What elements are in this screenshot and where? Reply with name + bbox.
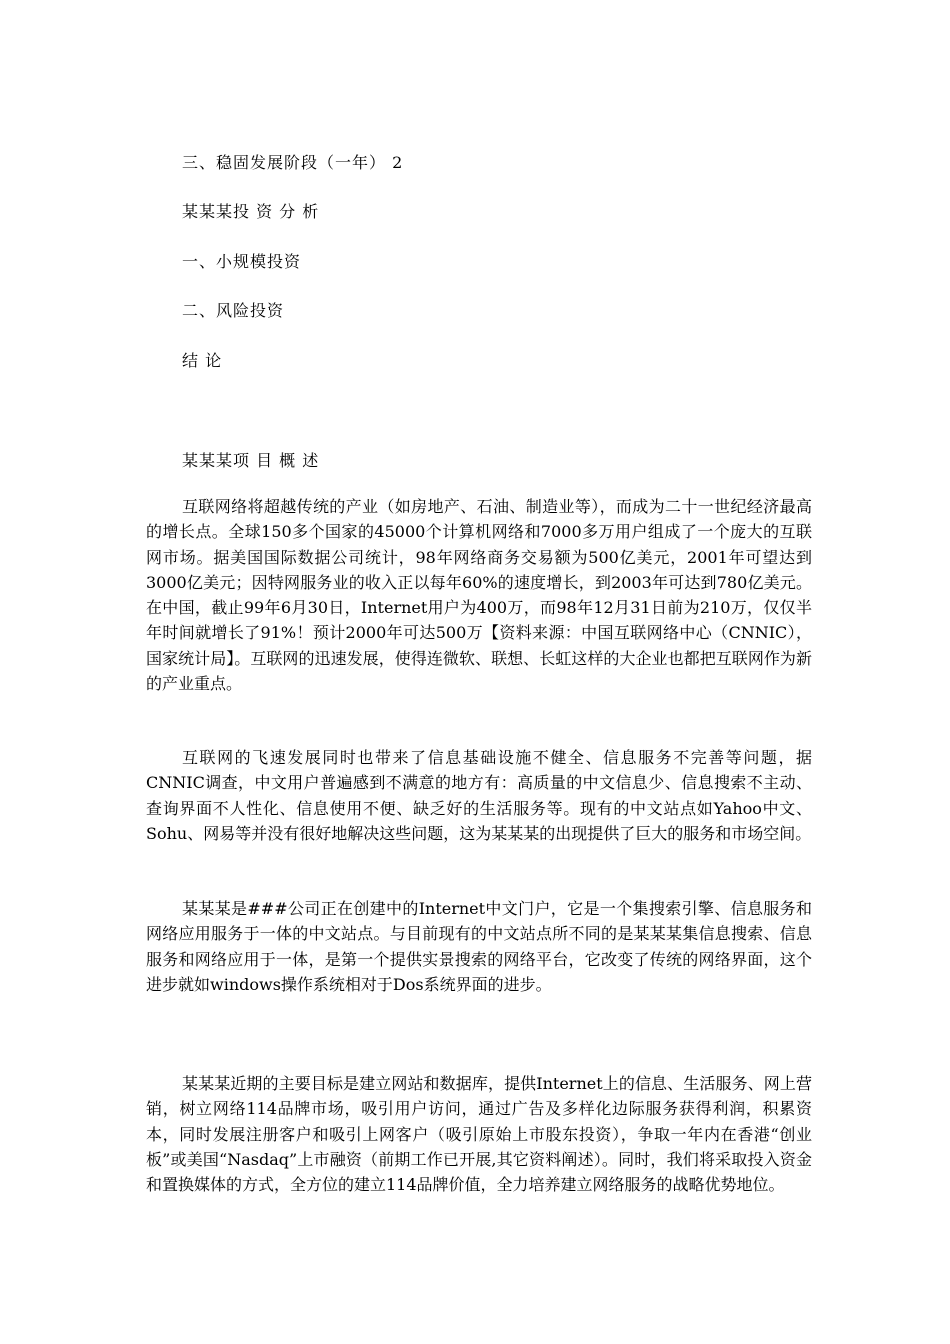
paragraph-internet-problems: 互联网的飞速发展同时也带来了信息基础设施不健全、信息服务不完善等问题，据CNNIC调查，中文用户普遍感到不满意的地方有：高质量的中文信息少、信息搜索不主动、查询界面不人性化、信息使用不便、缺乏好的生活服务等。现有的中文站点如Yahoo中文、Sohu、网易等并没有很好地解决这些问题，这为某某某的出现提供了巨大的服务和市场空间。 bbox=[146, 748, 812, 843]
toc-item-investment-analysis: 某某某投 资 分 析 bbox=[182, 202, 320, 221]
toc-item-small-investment: 一、小规模投资 bbox=[182, 252, 302, 271]
paragraph-near-term-goals: 某某某近期的主要目标是建立网站和数据库，提供Internet上的信息、生活服务、网上营销，树立网络114品牌市场，吸引用户访问，通过广告及多样化边际服务获得利润，积累资本，同时发展注册客户和吸引上网客户（吸引原始上市股东投资），争取一年内在香港“创业板”或美国“Nasdaq”上市融资（前期工作已开展,其它资料阐述）。同时，我们将采取投入资金和置换媒体的方式，全方位的建立114品牌价值，全力培养建立网络服务的战略优势地位。 bbox=[146, 1074, 812, 1195]
toc-item-conclusion: 结 论 bbox=[182, 351, 223, 370]
paragraph-internet-growth: 互联网络将超越传统的产业（如房地产、石油、制造业等），而成为二十一世纪经济最高的增长点。全球150多个国家的45000个计算机网络和7000多万用户组成了一个庞大的互联网市场。据美国国际数据公司统计，98年网络商务交易额为500亿美元，2001年可望达到3000亿美元；因特网服务业的收入正以每年60%的速度增长，到2003年可达到780亿美元。在中国，截止99年6月30日，Internet用户为400万，而98年12月31日前为210万，仅仅半年时间就增长了91%！预计2000年可达500万【资料来源：中国互联网络中心（CNNIC），国家统计局】。互联网的迅速发展，使得连微软、联想、长虹这样的大企业也都把互联网作为新的产业重点。 bbox=[146, 497, 812, 694]
paragraph-portal-description: 某某某是###公司正在创建中的Internet中文门户，它是一个集搜索引擎、信息服务和网络应用服务于一体的中文站点。与目前现有的中文站点所不同的是某某某集信息搜索、信息服务和网络应用于一体，是第一个提供实景搜索的网络平台，它改变了传统的网络界面，这个进步就如windows操作系统相对于Dos系统界面的进步。 bbox=[146, 899, 812, 994]
toc-item-risk-investment: 二、风险投资 bbox=[182, 301, 285, 320]
toc-item-stable-development: 三、稳固发展阶段（一年） 2 bbox=[182, 153, 404, 172]
project-overview-heading: 某某某项 目 概 述 bbox=[182, 451, 320, 470]
